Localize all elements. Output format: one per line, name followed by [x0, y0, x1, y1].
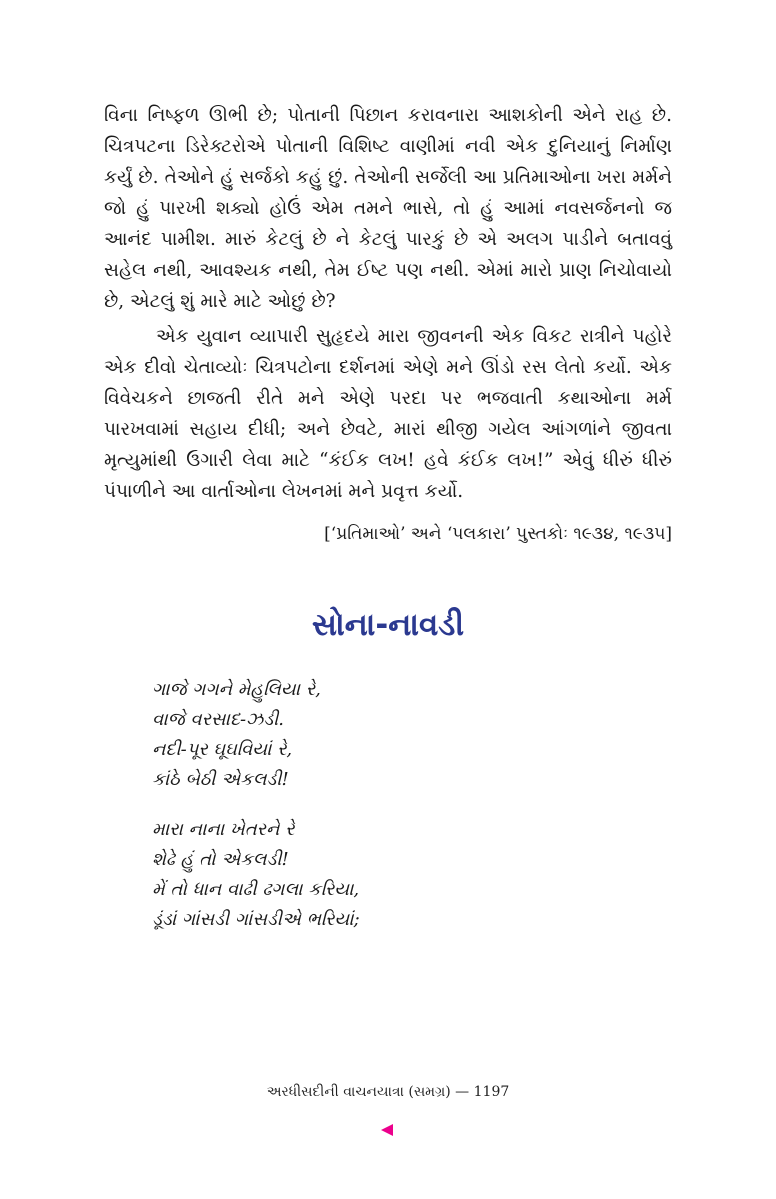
poem-title: સોના-નાવડી — [311, 607, 465, 643]
poem-line: ડૂંડાં ગાંસડી ગાંસડીએ ભરિયાં; — [152, 909, 360, 930]
source-citation: [‘પ્રતિમાઓ’ અને ‘પલકારા’ પુસ્તકોઃ ૧૯૩૪, ૧૯૩૫] — [324, 524, 672, 544]
poem-line: મેં તો ધાન વાઢી ઢગલા કરિયા, — [152, 879, 360, 900]
poem-line: મારા નાના ખેતરને રે — [152, 819, 295, 840]
poem-line: કાંઠે બેઠી એકલડી! — [152, 769, 289, 790]
body-paragraph-1: વિના નિષ્ફળ ઊભી છે; પોતાની પિછાન કરાવનારા આશકોની એને રાહ છે. ચિત્રપટના ડિરેક્ટરોએ પોતાની વિશિષ્ટ વાણીમાં નવી એક દુનિયાનું નિર્માણ કર્યું છે. તેઓને હું સર્જકો કહું છું. તેઓની સર્જેલી આ પ્રતિમાઓના ખરા મર્મને જો હું પારખી શક્યો હોઉં એમ તમને ભાસે, તો હું આમાં નવસર્જનનો જ આનંદ પામીશ. મારું કેટલું છે ને કેટલું પારકું છે એ અલગ પાડીને બતાવવું સહેલ નથી, આવશ્યક નથી, તેમ ઈષ્ટ પણ નથી. એમાં મારો પ્રાણ નિચોવાયો છે, એટલું શું મારે માટે ઓછું છે? — [104, 105, 672, 312]
poem-line: નદી-પૂર ઘૂઘવિયાં રે, — [152, 739, 293, 760]
poem-line: ગાજે ગગને મેહુલિયા રે, — [152, 679, 321, 700]
page-footer: અરધીસદીની વાચનયાત્રા (સમગ્ર) — 1197 — [266, 1084, 510, 1100]
poem-line: શેઢે હું તો એકલડી! — [152, 849, 289, 870]
body-paragraph-2: એક યુવાન વ્યાપારી સુહૃદયે મારા જીવનની એક વિકટ રાત્રીને પહોરે એક દીવો ચેતાવ્યોઃ ચિત્રપટોના દર્શનમાં એણે મને ઊંડો રસ લેતો કર્યો. એક વિવેચકને છાજતી રીતે મને એણે પરદા પર ભજવાતી કથાઓના મર્મ પારખવામાં સહાય દીધી; અને છેવટે, મારાં થીજી ગયેલ આંગળાંને જીવતા મૃત્યુમાંથી ઉગારી લેવા માટે “કંઈક લખ! હવે કંઈક લખ!” એવું ધીરું ધીરું પંપાળીને આ વાર્તાઓના લેખનમાં મને પ્રવૃત્ત કર્યો. — [104, 326, 672, 502]
poem-stanza-2 — [152, 815, 672, 935]
poem-stanza-1 — [152, 675, 672, 795]
triangle-left-icon[interactable] — [378, 1121, 396, 1139]
page-content — [104, 100, 672, 935]
poem-line: વાજે વરસાદ-ઝડી. — [152, 709, 284, 730]
